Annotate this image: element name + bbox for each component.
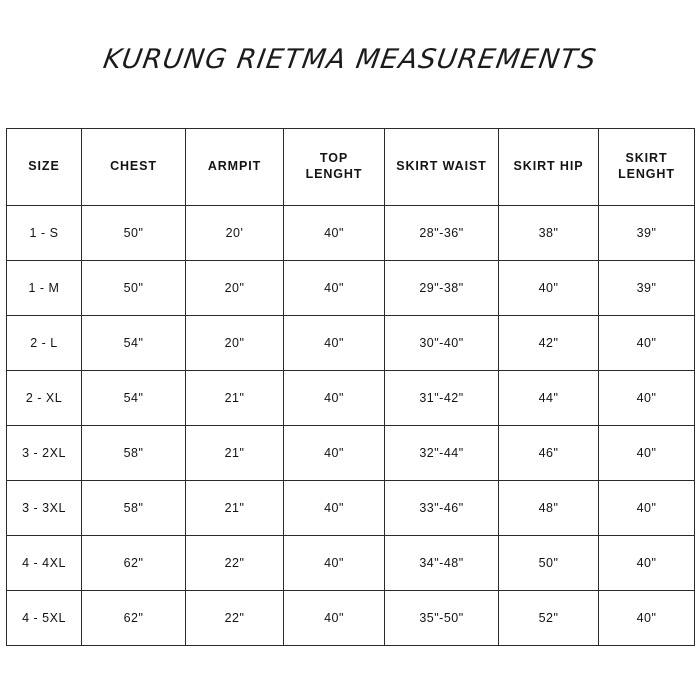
cell-top-lenght: 40" [284,426,385,481]
cell-chest: 54" [82,316,186,371]
cell-chest: 54" [82,371,186,426]
table-header [7,129,695,206]
cell-skirt-lenght: 40" [599,426,695,481]
cell-chest: 58" [82,481,186,536]
table-header-row [7,129,695,206]
cell-top-lenght: 40" [284,371,385,426]
column-header-skirt-hip-line-1: SKIRT HIP [513,159,584,174]
cell-skirt-lenght: 40" [599,316,695,371]
table-row [7,426,695,481]
cell-skirt-hip: 38" [499,206,599,261]
cell-size: 4 - 5XL [7,591,82,646]
cell-skirt-hip: 40" [499,261,599,316]
cell-chest: 62" [82,536,186,591]
cell-size: 4 - 4XL [7,536,82,591]
cell-chest: 50" [82,261,186,316]
cell-armpit: 21" [186,426,284,481]
cell-armpit: 20" [186,261,284,316]
column-header-skirt-lenght [599,129,695,206]
cell-skirt-lenght: 40" [599,536,695,591]
column-header-top-lenght-line-2: LENGHT [305,167,363,181]
cell-skirt-hip: 52" [499,591,599,646]
cell-top-lenght: 40" [284,481,385,536]
cell-size: 1 - M [7,261,82,316]
cell-skirt-waist: 29"-38" [385,261,499,316]
table-row [7,206,695,261]
table-row [7,591,695,646]
cell-armpit: 21" [186,371,284,426]
column-header-top-lenght-line-1: TOP [319,151,349,166]
cell-armpit: 20" [186,316,284,371]
cell-skirt-lenght: 39" [599,261,695,316]
cell-chest: 50" [82,206,186,261]
cell-top-lenght: 40" [284,261,385,316]
cell-chest: 58" [82,426,186,481]
cell-armpit: 20' [186,206,284,261]
cell-size: 1 - S [7,206,82,261]
cell-skirt-waist: 30"-40" [385,316,499,371]
column-header-skirt-lenght-line-1: SKIRT [625,151,668,166]
cell-top-lenght: 40" [284,536,385,591]
column-header-skirt-waist [385,129,499,206]
cell-skirt-waist: 35"-50" [385,591,499,646]
table-row [7,371,695,426]
cell-armpit: 22" [186,536,284,591]
cell-skirt-lenght: 39" [599,206,695,261]
column-header-armpit-line-1: ARMPIT [207,159,262,174]
cell-chest: 62" [82,591,186,646]
column-header-skirt-lenght-line-2: LENGHT [618,167,675,181]
column-header-chest-line-1: CHEST [110,159,157,174]
column-header-size-line-1: SIZE [28,159,60,174]
table-row [7,481,695,536]
size-chart-container [6,128,694,646]
column-header-size [7,129,82,206]
cell-skirt-lenght: 40" [599,371,695,426]
cell-top-lenght: 40" [284,206,385,261]
cell-armpit: 22" [186,591,284,646]
page-title: KURUNG RIETMA MEASUREMENTS [101,44,599,75]
cell-armpit: 21" [186,481,284,536]
table-row [7,316,695,371]
cell-skirt-waist: 31"-42" [385,371,499,426]
cell-size: 2 - L [7,316,82,371]
cell-skirt-lenght: 40" [599,481,695,536]
column-header-top-lenght [284,129,385,206]
table-row [7,536,695,591]
column-header-armpit [186,129,284,206]
column-header-skirt-waist-line-1: SKIRT WAIST [396,159,487,174]
cell-skirt-waist: 32"-44" [385,426,499,481]
cell-size: 3 - 2XL [7,426,82,481]
table-body [7,206,695,646]
cell-skirt-waist: 34"-48" [385,536,499,591]
cell-top-lenght: 40" [284,591,385,646]
cell-size: 3 - 3XL [7,481,82,536]
table-row [7,261,695,316]
column-header-skirt-hip [499,129,599,206]
size-chart-table [6,128,695,646]
cell-skirt-hip: 48" [499,481,599,536]
cell-skirt-hip: 42" [499,316,599,371]
cell-top-lenght: 40" [284,316,385,371]
cell-skirt-hip: 44" [499,371,599,426]
cell-skirt-hip: 46" [499,426,599,481]
cell-skirt-lenght: 40" [599,591,695,646]
cell-skirt-waist: 33"-46" [385,481,499,536]
cell-skirt-waist: 28"-36" [385,206,499,261]
cell-skirt-hip: 50" [499,536,599,591]
column-header-chest [82,129,186,206]
cell-size: 2 - XL [7,371,82,426]
